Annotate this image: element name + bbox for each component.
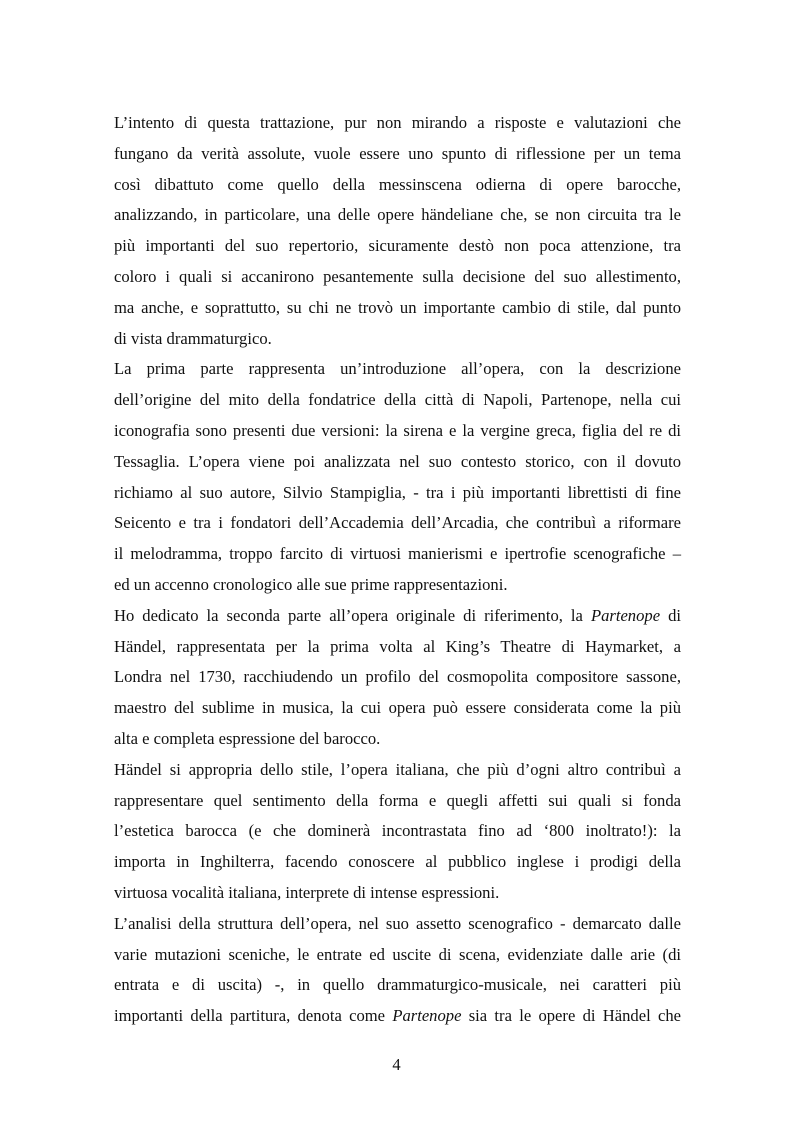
text-line: dell’origine del mito della fondatrice della città di Napoli, Partenope, nella cui: [114, 390, 681, 410]
text-line: [114, 601, 681, 632]
text-line: di vista drammaturgico.: [114, 328, 272, 348]
text-line: rappresentare quel sentimento della forma e quegli affetti sui quali si fonda: [114, 790, 681, 810]
text-line: alta e completa espressione del barocco.: [114, 728, 381, 748]
italic-title: Partenope: [590, 605, 661, 625]
italic-title: Partenope: [392, 1006, 462, 1026]
text-line: importa in Inghilterra, facendo conoscere al pubblico inglese i prodigi della: [114, 852, 681, 872]
text-line: [114, 1001, 681, 1032]
page-number: 4: [392, 1055, 401, 1074]
text-line: Seicento e tra i fondatori dell’Accademia dell’Arcadia, che contribuì a riformare: [114, 513, 681, 533]
text-line: L’analisi della struttura dell’opera, nel suo assetto scenografico - demarcato dalle: [114, 913, 681, 933]
paragraph-5: [114, 909, 681, 1032]
text-line: Händel si appropria dello stile, l’opera italiana, che più d’ogni altro contribuì a: [114, 759, 681, 779]
text-line: ed un accenno cronologico alle sue prime rappresentazioni.: [114, 574, 508, 594]
text-line: fungano da verità assolute, vuole essere uno spunto di riflessione per un tema: [114, 143, 681, 163]
text-line: richiamo al suo autore, Silvio Stampiglia, - tra i più importanti librettisti di fine: [114, 482, 681, 502]
text-line: ma anche, e soprattutto, su chi ne trovò un importante cambio di stile, dal punto: [114, 297, 681, 317]
text-line: L’intento di questa trattazione, pur non mirando a risposte e valutazioni che: [114, 113, 681, 132]
text-segment: sia tra le opere di Händel che: [461, 1006, 682, 1026]
text-line: varie mutazioni sceniche, le entrate ed uscite di scena, evidenziate dalle arie (di: [114, 944, 681, 964]
text-line: più importanti del suo repertorio, sicuramente destò non poca attenzione, tra: [114, 236, 681, 256]
paragraph-4: [114, 755, 681, 909]
text-line: Tessaglia. L’opera viene poi analizzata nel suo contesto storico, con il dovuto: [114, 451, 681, 471]
text-segment: importanti della partitura, denota come: [114, 1006, 393, 1026]
text-line: Londra nel 1730, racchiudendo un profilo del cosmopolita compositore sassone,: [114, 667, 681, 687]
text-line: iconografia sono presenti due versioni: la sirena e la vergine greca, figlia del re di: [114, 420, 681, 440]
text-line: così dibattuto come quello della messinscena odierna di opere barocche,: [114, 174, 681, 194]
text-line: il melodramma, troppo farcito di virtuosi manierismi e ipertrofie scenografiche –: [114, 544, 681, 564]
paragraph-2: [114, 354, 681, 600]
text-segment: Ho dedicato la seconda parte all’opera originale di riferimento, la: [114, 605, 591, 625]
text-line: maestro del sublime in musica, la cui opera può essere considerata come la più: [114, 698, 681, 718]
paragraph-3: [114, 601, 681, 755]
text-line: Händel, rappresentata per la prima volta al King’s Theatre di Haymarket, a: [114, 636, 681, 656]
paragraph-1: [114, 108, 681, 354]
text-line: coloro i quali si accanirono pesantemente sulla decisione del suo allestimento,: [114, 266, 681, 286]
text-line: La prima parte rappresenta un’introduzione all’opera, con la descrizione: [114, 359, 681, 379]
text-segment: di: [660, 605, 681, 625]
body-text: [114, 108, 681, 1032]
text-line: virtuosa vocalità italiana, interprete di intense espressioni.: [114, 882, 500, 902]
text-line: l’estetica barocca (e che dominerà incontrastata fino ad ‘800 inoltrato!): la: [114, 821, 681, 841]
text-line: entrata e di uscita) -, in quello drammaturgico-musicale, nei caratteri più: [114, 975, 681, 995]
text-line: analizzando, in particolare, una delle opere händeliane che, se non circuita tra le: [114, 205, 681, 225]
